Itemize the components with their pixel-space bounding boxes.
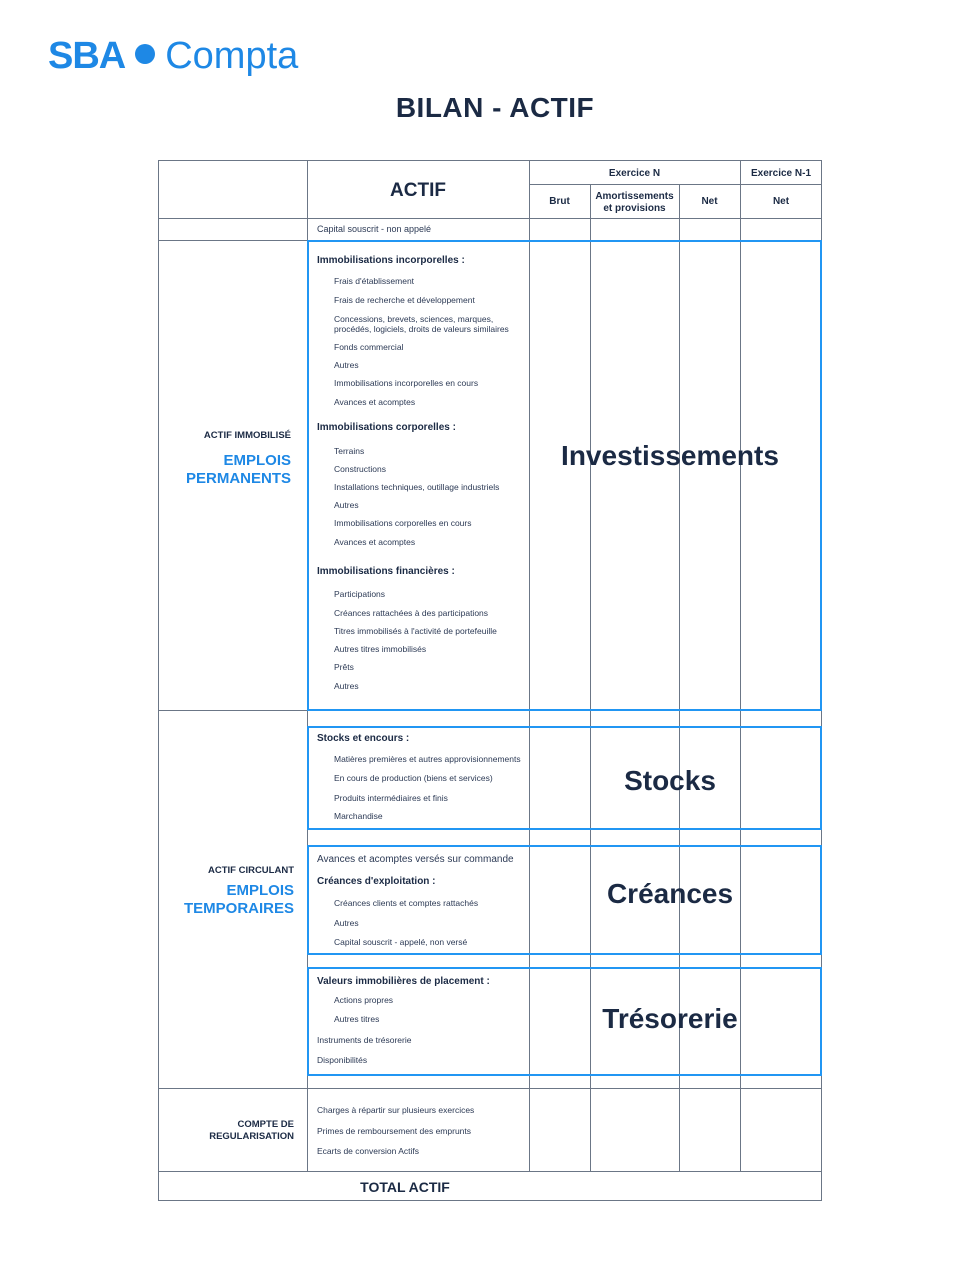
overlay-stocks: Stocks bbox=[624, 765, 716, 796]
group-actif-circulant: ACTIF CIRCULANT bbox=[207, 865, 294, 876]
list-item: Marchandise bbox=[334, 811, 383, 821]
logo-product: Compta bbox=[165, 35, 299, 77]
logo-brand: SBA bbox=[48, 35, 126, 77]
list-item: Ecarts de conversion Actifs bbox=[317, 1146, 420, 1156]
list-item: Immobilisations corporelles en cours bbox=[334, 518, 472, 528]
section-creances: Créances d'exploitation : bbox=[317, 876, 436, 887]
section-corporelles: Immobilisations corporelles : bbox=[317, 422, 456, 433]
header-exercice-n: Exercice N bbox=[608, 168, 661, 179]
list-item: Autres bbox=[334, 500, 359, 510]
list-item: Actions propres bbox=[334, 995, 394, 1005]
page-title: BILAN - ACTIF bbox=[395, 92, 595, 123]
list-item: Frais d'établissement bbox=[334, 276, 415, 286]
header-amort-line1: Amortissements bbox=[595, 191, 674, 202]
group-actif-immobilise: ACTIF IMMOBILISÉ bbox=[203, 430, 291, 441]
list-item: Charges à répartir sur plusieurs exercices bbox=[317, 1105, 475, 1115]
overlay-tresorerie: Trésorerie bbox=[602, 1003, 738, 1034]
list-item: Terrains bbox=[334, 446, 365, 456]
list-item: Autres bbox=[334, 681, 359, 691]
list-item: Installations techniques, outillage industriels bbox=[334, 482, 500, 492]
list-item: Fonds commercial bbox=[334, 342, 404, 352]
section-valeurs-placement: Valeurs immobilières de placement : bbox=[317, 976, 490, 987]
total-actif: TOTAL ACTIF bbox=[360, 1179, 450, 1195]
investissements-box bbox=[307, 240, 822, 711]
list-item: Autres titres bbox=[334, 1014, 380, 1024]
list-item: Capital souscrit - appelé, non versé bbox=[334, 937, 468, 947]
list-item: Participations bbox=[334, 589, 386, 599]
logo-dot-icon bbox=[135, 44, 155, 64]
section-incorporelles: Immobilisations incorporelles : bbox=[317, 255, 465, 266]
group-emplois-permanents-2: PERMANENTS bbox=[185, 470, 291, 487]
list-item: Prêts bbox=[334, 662, 354, 672]
header-actif: ACTIF bbox=[390, 180, 446, 201]
list-item: Titres immobilisés à l'activité de portefeuille bbox=[334, 626, 497, 636]
list-item: Autres bbox=[334, 918, 359, 928]
list-item: Constructions bbox=[334, 464, 386, 474]
instruments-tresorerie: Instruments de trésorerie bbox=[317, 1035, 412, 1045]
header-net: Net bbox=[701, 196, 718, 207]
list-item: Avances et acomptes bbox=[334, 537, 416, 547]
list-item: Créances rattachées à des participations bbox=[334, 608, 489, 618]
section-stocks: Stocks et encours : bbox=[317, 733, 410, 744]
group-emplois-permanents-1: EMPLOIS bbox=[223, 452, 291, 469]
avances-acomptes-commande: Avances et acomptes versés sur commande bbox=[317, 854, 514, 865]
disponibilites: Disponibilités bbox=[317, 1055, 368, 1065]
list-item: Primes de remboursement des emprunts bbox=[317, 1126, 472, 1136]
header-net-n1: Net bbox=[772, 196, 790, 207]
list-item: Autres bbox=[334, 360, 359, 370]
section-financieres: Immobilisations financières : bbox=[317, 566, 455, 577]
capital-non-appele: Capital souscrit - non appelé bbox=[317, 224, 432, 234]
list-item: En cours de production (biens et services) bbox=[334, 773, 493, 783]
list-item: Concessions, brevets, sciences, marques, bbox=[334, 314, 494, 324]
group-compte-regularisation-2: REGULARISATION bbox=[209, 1131, 294, 1142]
overlay-creances: Créances bbox=[606, 878, 734, 909]
overlay-investissements: Investissements bbox=[561, 440, 779, 471]
list-item: Avances et acomptes bbox=[334, 397, 416, 407]
header-exercice-n1: Exercice N-1 bbox=[750, 168, 812, 179]
header-amort-line2: et provisions bbox=[603, 203, 666, 214]
list-item: procédés, logiciels, droits de valeurs similaires bbox=[334, 324, 509, 334]
list-item: Produits intermédiaires et finis bbox=[334, 793, 448, 803]
list-item: Créances clients et comptes rattachés bbox=[334, 898, 479, 908]
list-item: Frais de recherche et développement bbox=[334, 295, 475, 305]
list-item: Matières premières et autres approvisionnements bbox=[334, 754, 521, 764]
logo bbox=[48, 34, 298, 78]
list-item: Immobilisations incorporelles en cours bbox=[334, 378, 479, 388]
group-compte-regularisation-1: COMPTE DE bbox=[237, 1119, 294, 1130]
group-emplois-temporaires-2: TEMPORAIRES bbox=[183, 900, 294, 917]
list-item: Autres titres immobilisés bbox=[334, 644, 427, 654]
group-emplois-temporaires-1: EMPLOIS bbox=[226, 882, 294, 899]
header-brut: Brut bbox=[549, 196, 570, 207]
